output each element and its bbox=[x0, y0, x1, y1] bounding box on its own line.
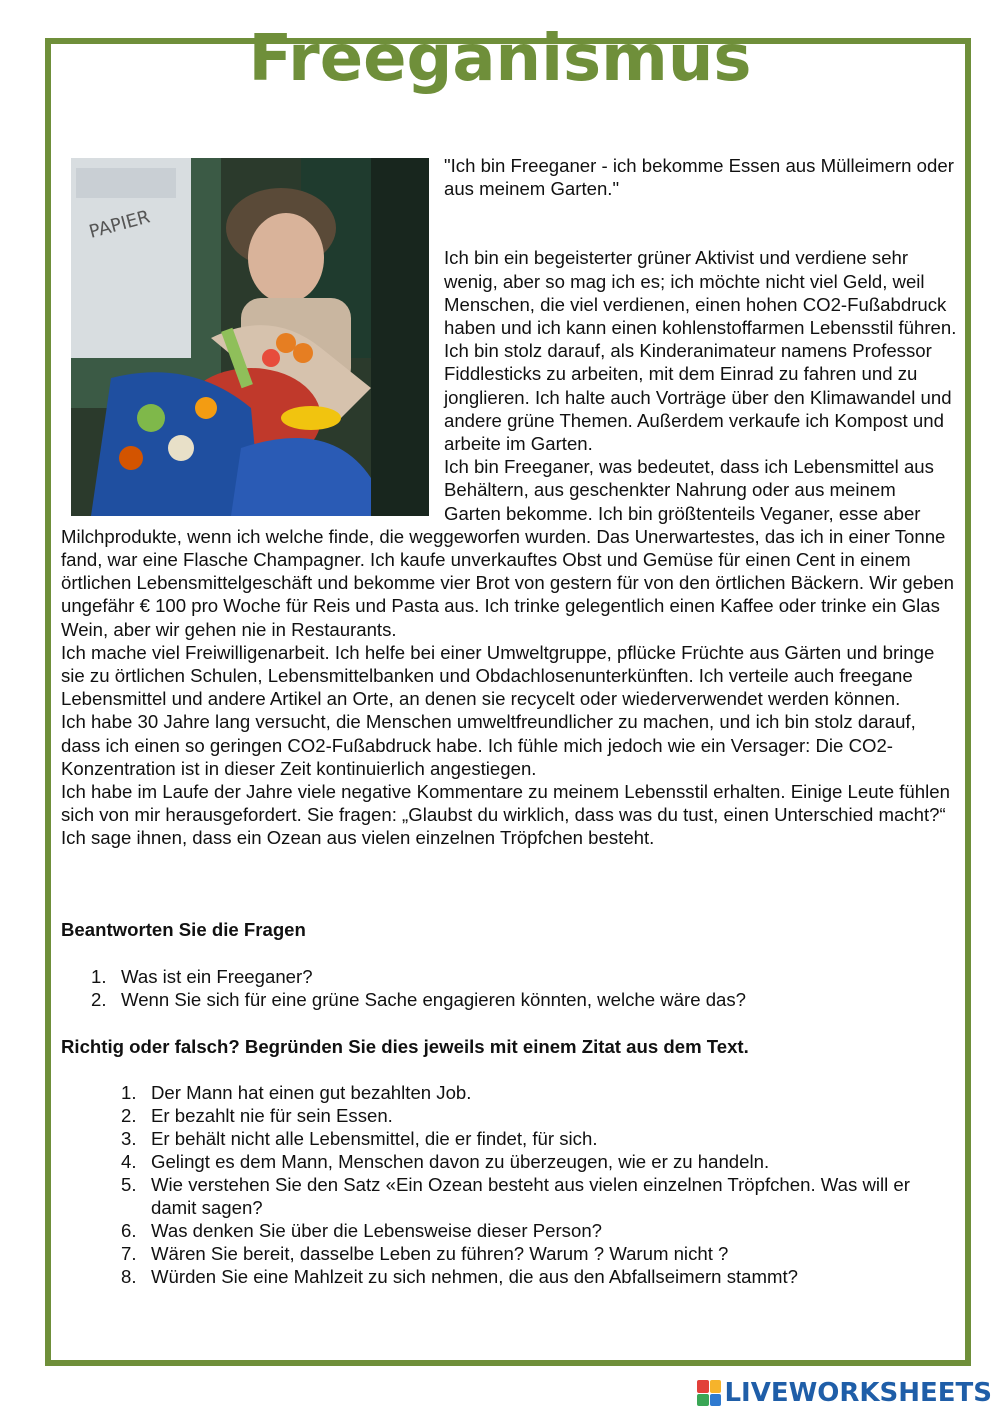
article-paragraph: Ich habe im Laufe der Jahre viele negative Kommentare zu meinem Lebensstil erhalten. Einige Leute fühlen sich von mir herausgefordert. Sie fragen: „Glaubst du wirklich, dass was du tust, einen Unterschied macht?“ Ich sage ihnen, dass ein Ozean aus vielen einzelnen Tröpfchen besteht. bbox=[61, 781, 950, 849]
article-quote: "Ich bin Freeganer - ich bekomme Essen aus Mülleimern oder aus meinem Garten." bbox=[444, 155, 954, 200]
list-item: 4. Gelingt es dem Mann, Menschen davon zu überzeugen, wie er zu handeln. bbox=[121, 1151, 770, 1172]
article-paragraph: Ich bin ein begeisterter grüner Aktivist und verdiene sehr wenig, aber so mag ich es; ich möchte nicht viel Geld, weil Menschen, die viel verdienen, einen hohen CO2-Fußabdruck haben und ich kann einen kohlenstoffarmen Lebensstil führen. Ich bin stolz darauf, als Kinderanimateur namens Professor Fiddlesticks zu arbeiten, mit dem Einrad zu fahren und zu jonglieren. Ich halte auch Vorträge über den Klimawandel und andere grüne Themen. Außerdem verkaufe ich Kompost und arbeite im Garten. bbox=[444, 247, 957, 455]
article-paragraph: Ich bin Freeganer, was bedeutet, dass ich Lebensmittel aus Behältern, aus geschenkter Nahrung oder aus meinem Garten bekomme. Ich bin größtenteils Veganer, esse aber Milchprodukte, wenn ich welche finde, die weggeworfen wurden. Das Unerwartestes, das ich in einer Tonne fand, war eine Flasche Champagner. Ich kaufe unverkauftes Obst und Gemüse für einen Cent in einem örtlichen Lebensmittelgeschäft und bekomme vier Brot von gestern für von den örtlichen Bäckern. Wir geben ungefähr € 100 pro Woche für Reis und Pasta aus. Ich trinke gelegentlich einen Kaffee oder trinke ein Glas Wein, aber wir gehen nie in Restaurants. bbox=[61, 456, 954, 640]
list-item: 2. Wenn Sie sich für eine grüne Sache engagieren könnten, welche wäre das? bbox=[91, 989, 747, 1010]
list-item: 7. Wären Sie bereit, dasselbe Leben zu führen? Warum ? Warum nicht ? bbox=[121, 1243, 729, 1264]
list-item: 8. Würden Sie eine Mahlzeit zu sich nehmen, die aus den Abfallseimern stammt? bbox=[121, 1266, 798, 1287]
liveworksheets-logo-icon bbox=[697, 1380, 721, 1406]
liveworksheets-logo[interactable] bbox=[697, 1376, 992, 1410]
article-body bbox=[61, 154, 957, 850]
article-paragraph: Ich habe 30 Jahre lang versucht, die Menschen umweltfreundlicher zu machen, und ich bin stolz darauf, dass ich einen so geringen CO2-Fußabdruck habe. Ich fühle mich jedoch wie ein Versager: Die CO2-Konzentration ist in dieser Zeit kontinuierlich angestiegen. bbox=[61, 711, 916, 779]
list-item: 5. Wie verstehen Sie den Satz «Ein Ozean besteht aus vielen einzelnen Tröpfchen. Was will er damit sagen? bbox=[121, 1174, 910, 1218]
logo-text: LIVEWORKSHEETS bbox=[724, 1378, 992, 1408]
questions-list bbox=[91, 965, 941, 1011]
list-item: 3. Er behält nicht alle Lebensmittel, die er findet, für sich. bbox=[121, 1128, 598, 1149]
list-item: 1. Der Mann hat einen gut bezahlten Job. bbox=[121, 1082, 472, 1103]
true-false-heading: Richtig oder falsch? Begründen Sie dies jeweils mit einem Zitat aus dem Text. bbox=[61, 1036, 749, 1057]
list-item: 1. Was ist ein Freeganer? bbox=[91, 966, 313, 987]
true-false-list bbox=[121, 1081, 956, 1288]
page-title: Freeganismus bbox=[248, 22, 752, 96]
photo-sign-text: PAPIER bbox=[86, 206, 153, 243]
article-paragraph: Ich mache viel Freiwilligenarbeit. Ich helfe bei einer Umweltgruppe, pflücke Früchte aus Gärten und bringe sie zu örtlichen Schulen, Lebensmittelbanken und Obdachlosenunterkünften. Ich verteile auch freegane Lebensmittel und andere Artikel an Orte, an denen sie recycelt oder wiederverwendet werden können. bbox=[61, 641, 935, 710]
list-item: 2. Er bezahlt nie für sein Essen. bbox=[121, 1105, 393, 1126]
list-item: 6. Was denken Sie über die Lebensweise dieser Person? bbox=[121, 1220, 602, 1241]
questions-heading: Beantworten Sie die Fragen bbox=[61, 919, 306, 940]
